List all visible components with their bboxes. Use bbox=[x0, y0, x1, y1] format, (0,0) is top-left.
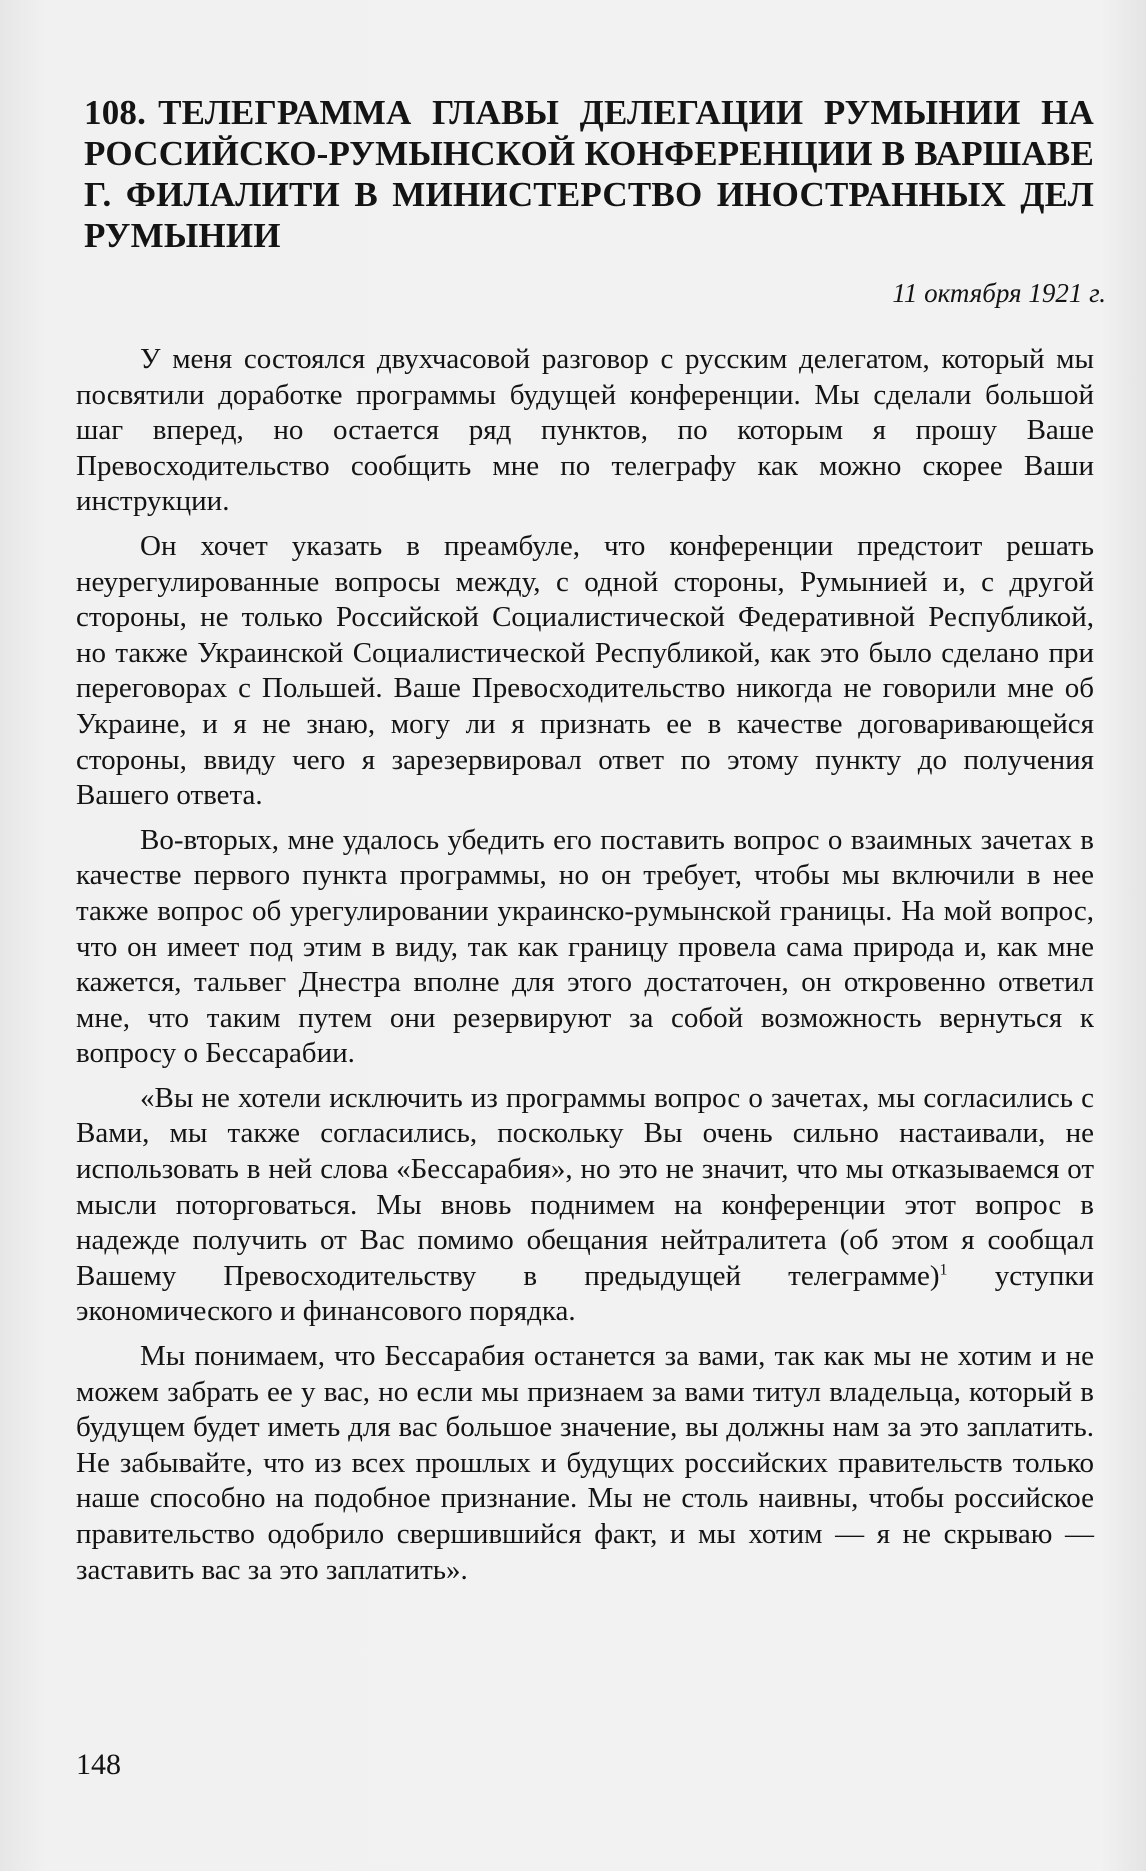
page-number: 148 bbox=[76, 1748, 121, 1781]
footnote-marker: 1 bbox=[939, 1261, 948, 1279]
paragraph-4-tail: уступки экономического и финансового порядка. bbox=[76, 1259, 1094, 1328]
document-date: 11 октября 1921 г. bbox=[892, 278, 1106, 308]
document-heading bbox=[84, 92, 1094, 256]
paragraph-5: Мы понимаем, что Бессарабия останется за вами, так как мы не хотим и не можем забрать ее у вас, но если мы признаем за вами титул владельца, который в будущем будет иметь для вас большое значение, вы должны нам за это заплатить. Не забывайте, что из всех прошлых и будущих российских правительств только наше способно на подобное признание. Мы не столь наивны, чтобы российское правительство одобрило свершившийся факт, и мы хотим — я не скрываю — заставить вас за это заплатить». bbox=[76, 1340, 1094, 1586]
paragraph-3: Во-вторых, мне удалось убедить его поставить вопрос о взаимных зачетах в качестве первого пункта программы, но он требует, чтобы мы включили в нее также вопрос об урегулировании украинско-румынской границы. На мой вопрос, что он имеет под этим в виду, так как границу провела сама природа и, как мне кажется, тальвег Днестра вполне для этого достаточен, он откровенно ответил мне, что таким путем они резервируют за собой возможность вернуться к вопросу о Бессарабии. bbox=[76, 823, 1094, 1070]
paragraph-2: Он хочет указать в преамбуле, что конференции предстоит решать неурегулированные вопросы между, с одной стороны, Румынией и, с другой стороны, не только Российской Социалистической Федеративной Республикой, но также Украинской Социалистической Республикой, как это было сделано при переговорах с Польшей. Ваше Превосходительство никогда не говорили мне об Украине, и я не знаю, могу ли я признать ее в качестве договаривающейся стороны, ввиду чего я зарезервировал ответ по этому пункту до получения Вашего ответа. bbox=[76, 529, 1094, 812]
paragraph-4-text: «Вы не хотели исключить из программы вопрос о зачетах, мы согласились с Вами, мы также согласились, поскольку Вы очень сильно настаивали, не использовать в ней слова «Бессарабия», но это не значит, что мы отказываемся от мысли поторговаться. Мы вновь поднимем на конференции этот вопрос в надежде получить от Вас помимо обещания нейтралитета (об этом я сообщал Вашему Превосходительству в предыдущей телеграмме) bbox=[76, 1081, 1094, 1292]
document-title: ТЕЛЕГРАММА ГЛАВЫ ДЕЛЕГАЦИИ РУМЫНИИ НА РОССИЙСКО-РУМЫНСКОЙ КОНФЕРЕНЦИИ В ВАРШАВЕ Г. ФИЛАЛИТИ В МИНИСТЕРСТВО ИНОСТРАННЫХ ДЕЛ РУМЫНИИ bbox=[84, 93, 1094, 255]
paragraph-1: У меня состоялся двухчасовой разговор с русским делегатом, который мы посвятили доработке программы будущей конференции. Мы сделали большой шаг вперед, но остается ряд пунктов, по которым я прошу Ваше Превосходительство сообщить мне по телеграфу как можно скорее Ваши инструкции. bbox=[76, 343, 1094, 518]
document-body bbox=[76, 342, 1094, 1597]
paragraph-4 bbox=[76, 1081, 1094, 1330]
document-number: 108. bbox=[84, 93, 147, 132]
